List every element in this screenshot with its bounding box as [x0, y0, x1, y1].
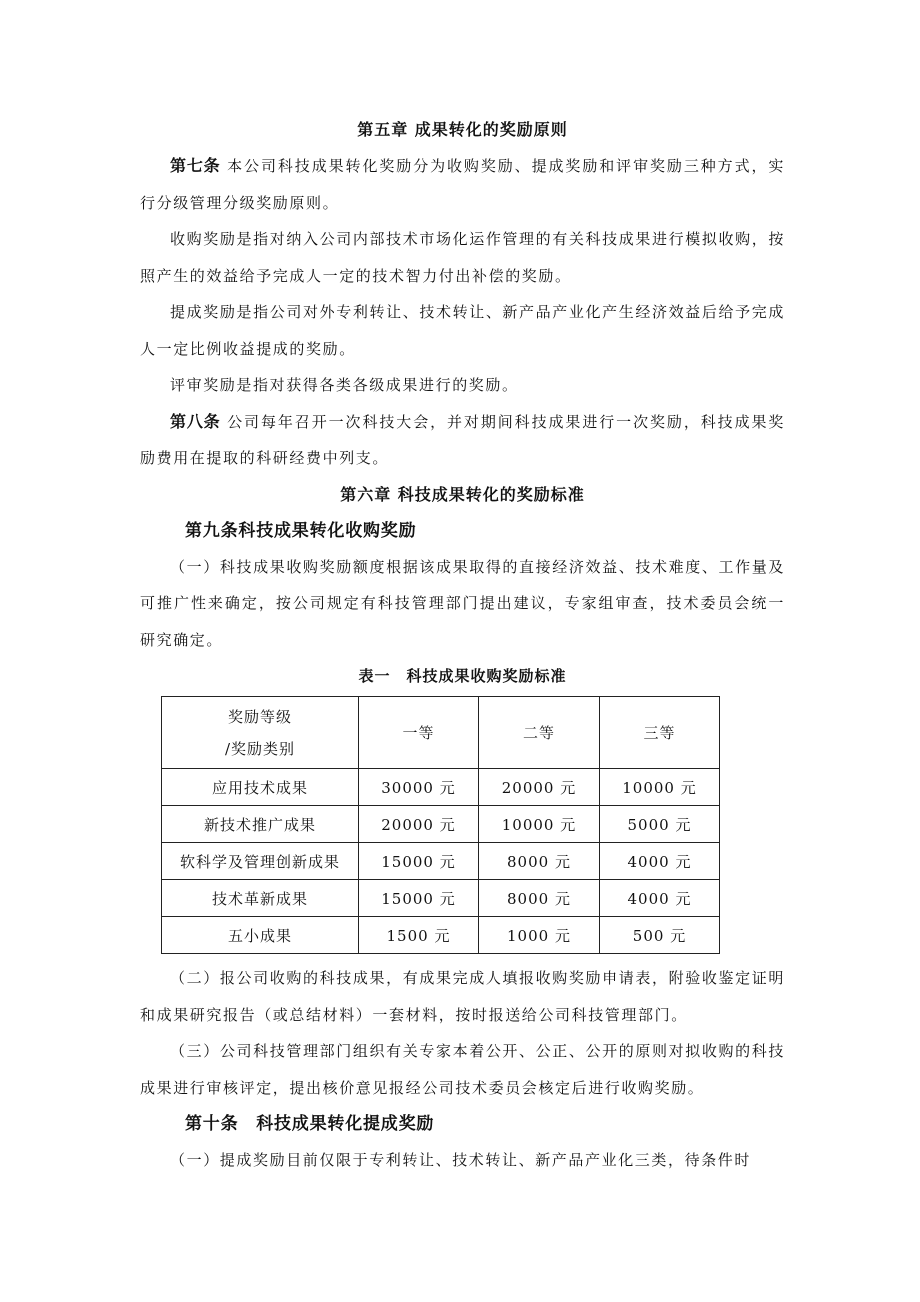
- purchase-award-definition: 收购奖励是指对纳入公司内部技术市场化运作管理的有关科技成果进行模拟收购，按照产生的效益给予完成人一定的技术智力付出补偿的奖励。: [140, 230, 785, 285]
- article-9-clause-1: （一）科技成果收购奖励额度根据该成果取得的直接经济效益、技术难度、工作量及可推广性来确定，按公司规定有科技管理部门提出建议，专家组审查，技术委员会统一研究确定。: [140, 557, 785, 649]
- table-cell: 10000 元: [600, 769, 720, 806]
- table-caption: 表一 科技成果收购奖励标准: [358, 667, 567, 685]
- table-cell: 20000 元: [359, 806, 479, 843]
- table-cell: 30000 元: [359, 769, 479, 806]
- article-7: [140, 148, 785, 221]
- table-cell: 5000 元: [600, 806, 720, 843]
- row-category: 技术革新成果: [162, 880, 359, 917]
- row-category: 五小成果: [162, 917, 359, 954]
- table-cell: 1500 元: [359, 917, 479, 954]
- table-corner-header: [162, 697, 359, 769]
- row-category: 应用技术成果: [162, 769, 359, 806]
- row-category: 新技术推广成果: [162, 806, 359, 843]
- table-cell: 20000 元: [479, 769, 600, 806]
- table-cell: 15000 元: [359, 880, 479, 917]
- commission-award-definition: 提成奖励是指公司对外专利转让、技术转让、新产品产业化产生经济效益后给予完成人一定比例收益提成的奖励。: [140, 303, 785, 358]
- table-cell: 1000 元: [479, 917, 600, 954]
- table-row: [162, 769, 720, 806]
- chapter-6-title: 第六章 科技成果转化的奖励标准: [340, 484, 585, 504]
- header-category-label: /奖励类别: [224, 739, 296, 758]
- table-row: [162, 806, 720, 843]
- article-9-clause-3: （三）公司科技管理部门组织有关专家本着公开、公正、公开的原则对拟收购的科技成果进行审核评定，提出核价意见报经公司技术委员会核定后进行收购奖励。: [140, 1042, 785, 1097]
- document-body: [140, 112, 785, 1179]
- article-8-text: 公司每年召开一次科技大会，并对期间科技成果进行一次奖励，科技成果奖励费用在提取的科研经费中列支。: [140, 412, 785, 467]
- table-cell: 4000 元: [600, 843, 720, 880]
- table-cell: 500 元: [600, 917, 720, 954]
- table-cell: 4000 元: [600, 880, 720, 917]
- column-header: 一等: [359, 697, 479, 769]
- review-award-definition: 评审奖励是指对获得各类各级成果进行的奖励。: [170, 376, 519, 394]
- table-cell: 10000 元: [479, 806, 600, 843]
- table-row: [162, 843, 720, 880]
- table-cell: 8000 元: [479, 843, 600, 880]
- column-header: 二等: [479, 697, 600, 769]
- table-row: [162, 880, 720, 917]
- article-7-label: 第七条: [170, 156, 221, 175]
- article-7-text: 本公司科技成果转化奖励分为收购奖励、提成奖励和评审奖励三种方式，实行分级管理分级奖励原则。: [140, 157, 785, 212]
- article-9-clause-2: （二）报公司收购的科技成果，有成果完成人填报收购奖励申请表，附验收鉴定证明和成果研究报告（或总结材料）一套材料，按时报送给公司科技管理部门。: [140, 969, 785, 1024]
- row-category: 软科学及管理创新成果: [162, 843, 359, 880]
- article-9-title: 第九条科技成果转化收购奖励: [185, 520, 417, 541]
- column-header: 三等: [600, 697, 720, 769]
- table-cell: 8000 元: [479, 880, 600, 917]
- article-8-label: 第八条: [170, 411, 221, 431]
- award-standard-table: [161, 696, 720, 954]
- article-10-title: 第十条 科技成果转化提成奖励: [185, 1114, 435, 1134]
- table-cell: 15000 元: [359, 843, 479, 880]
- table-row: [162, 917, 720, 954]
- table-header-row: [162, 697, 720, 769]
- article-10-clause-1: （一）提成奖励目前仅限于专利转让、技术转让、新产品产业化三类，待条件时: [170, 1151, 752, 1169]
- header-grade-label: 奖励等级: [227, 707, 292, 726]
- article-8: [140, 404, 785, 477]
- chapter-5-title: 第五章 成果转化的奖励原则: [357, 120, 568, 139]
